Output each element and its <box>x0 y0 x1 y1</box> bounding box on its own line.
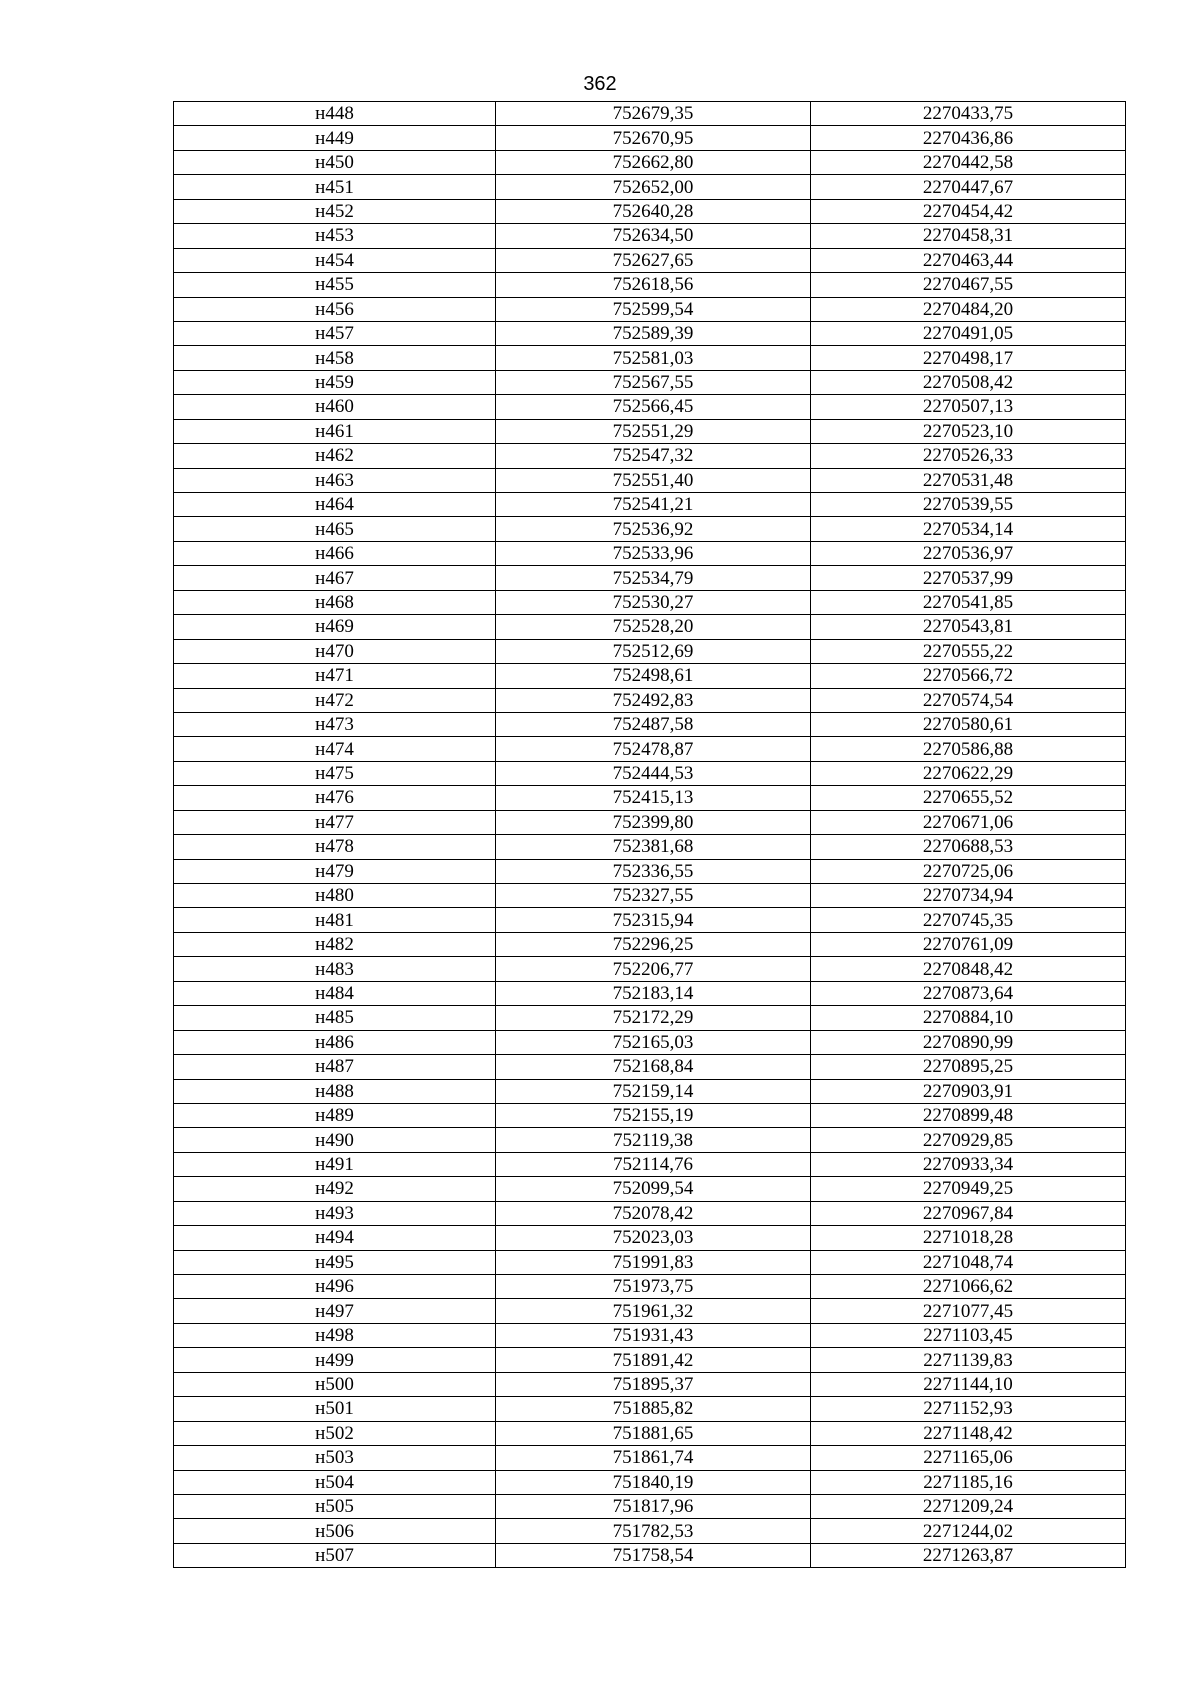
y-coordinate-cell: 2270895,25 <box>811 1055 1126 1079</box>
x-coordinate-cell: 751931,43 <box>496 1323 811 1347</box>
x-coordinate-cell: 752566,45 <box>496 395 811 419</box>
x-coordinate-cell: 752492,83 <box>496 688 811 712</box>
point-id-cell: н473 <box>174 712 496 736</box>
y-coordinate-cell: 2270929,85 <box>811 1128 1126 1152</box>
y-coordinate-cell: 2270967,84 <box>811 1201 1126 1225</box>
table-row <box>174 1103 1126 1127</box>
point-id-cell: н493 <box>174 1201 496 1225</box>
point-id-cell: н480 <box>174 884 496 908</box>
x-coordinate-cell: 752296,25 <box>496 932 811 956</box>
y-coordinate-cell: 2270745,35 <box>811 908 1126 932</box>
y-coordinate-cell: 2271165,06 <box>811 1446 1126 1470</box>
table-row <box>174 1152 1126 1176</box>
y-coordinate-cell: 2270536,97 <box>811 541 1126 565</box>
table-row <box>174 884 1126 908</box>
x-coordinate-cell: 752551,40 <box>496 468 811 492</box>
y-coordinate-cell: 2270949,25 <box>811 1177 1126 1201</box>
y-coordinate-cell: 2270555,22 <box>811 639 1126 663</box>
coordinates-table-body <box>174 102 1126 1568</box>
y-coordinate-cell: 2270463,44 <box>811 248 1126 272</box>
table-row <box>174 835 1126 859</box>
y-coordinate-cell: 2270848,42 <box>811 957 1126 981</box>
y-coordinate-cell: 2271209,24 <box>811 1494 1126 1518</box>
x-coordinate-cell: 752589,39 <box>496 321 811 345</box>
point-id-cell: н503 <box>174 1446 496 1470</box>
table-row <box>174 1470 1126 1494</box>
y-coordinate-cell: 2271018,28 <box>811 1226 1126 1250</box>
point-id-cell: н496 <box>174 1275 496 1299</box>
table-row <box>174 1446 1126 1470</box>
x-coordinate-cell: 752381,68 <box>496 835 811 859</box>
y-coordinate-cell: 2270442,58 <box>811 150 1126 174</box>
x-coordinate-cell: 751961,32 <box>496 1299 811 1323</box>
table-row <box>174 468 1126 492</box>
y-coordinate-cell: 2270498,17 <box>811 346 1126 370</box>
y-coordinate-cell: 2270507,13 <box>811 395 1126 419</box>
point-id-cell: н465 <box>174 517 496 541</box>
x-coordinate-cell: 752567,55 <box>496 370 811 394</box>
x-coordinate-cell: 752172,29 <box>496 1006 811 1030</box>
y-coordinate-cell: 2270484,20 <box>811 297 1126 321</box>
x-coordinate-cell: 752534,79 <box>496 566 811 590</box>
table-row <box>174 1299 1126 1323</box>
point-id-cell: н456 <box>174 297 496 321</box>
x-coordinate-cell: 752547,32 <box>496 444 811 468</box>
table-row <box>174 199 1126 223</box>
point-id-cell: н472 <box>174 688 496 712</box>
x-coordinate-cell: 752541,21 <box>496 493 811 517</box>
table-row <box>174 370 1126 394</box>
x-coordinate-cell: 752634,50 <box>496 224 811 248</box>
y-coordinate-cell: 2270454,42 <box>811 199 1126 223</box>
point-id-cell: н495 <box>174 1250 496 1274</box>
x-coordinate-cell: 752444,53 <box>496 761 811 785</box>
table-row <box>174 248 1126 272</box>
point-id-cell: н505 <box>174 1494 496 1518</box>
x-coordinate-cell: 752315,94 <box>496 908 811 932</box>
y-coordinate-cell: 2271152,93 <box>811 1397 1126 1421</box>
y-coordinate-cell: 2270622,29 <box>811 761 1126 785</box>
table-row <box>174 688 1126 712</box>
table-row <box>174 908 1126 932</box>
table-row <box>174 493 1126 517</box>
point-id-cell: н497 <box>174 1299 496 1323</box>
point-id-cell: н489 <box>174 1103 496 1127</box>
point-id-cell: н498 <box>174 1323 496 1347</box>
x-coordinate-cell: 752099,54 <box>496 1177 811 1201</box>
point-id-cell: н461 <box>174 419 496 443</box>
x-coordinate-cell: 751885,82 <box>496 1397 811 1421</box>
x-coordinate-cell: 752478,87 <box>496 737 811 761</box>
table-row <box>174 1128 1126 1152</box>
x-coordinate-cell: 752119,38 <box>496 1128 811 1152</box>
x-coordinate-cell: 752487,58 <box>496 712 811 736</box>
table-row <box>174 981 1126 1005</box>
point-id-cell: н484 <box>174 981 496 1005</box>
x-coordinate-cell: 752155,19 <box>496 1103 811 1127</box>
x-coordinate-cell: 751881,65 <box>496 1421 811 1445</box>
point-id-cell: н464 <box>174 493 496 517</box>
x-coordinate-cell: 752530,27 <box>496 590 811 614</box>
point-id-cell: н482 <box>174 932 496 956</box>
table-row <box>174 1519 1126 1543</box>
y-coordinate-cell: 2270433,75 <box>811 102 1126 126</box>
point-id-cell: н452 <box>174 199 496 223</box>
table-row <box>174 712 1126 736</box>
y-coordinate-cell: 2271077,45 <box>811 1299 1126 1323</box>
point-id-cell: н494 <box>174 1226 496 1250</box>
y-coordinate-cell: 2270761,09 <box>811 932 1126 956</box>
table-row <box>174 224 1126 248</box>
point-id-cell: н469 <box>174 615 496 639</box>
x-coordinate-cell: 752627,65 <box>496 248 811 272</box>
point-id-cell: н448 <box>174 102 496 126</box>
table-row <box>174 175 1126 199</box>
point-id-cell: н455 <box>174 273 496 297</box>
x-coordinate-cell: 751758,54 <box>496 1543 811 1567</box>
point-id-cell: н449 <box>174 126 496 150</box>
y-coordinate-cell: 2270526,33 <box>811 444 1126 468</box>
point-id-cell: н499 <box>174 1348 496 1372</box>
point-id-cell: н492 <box>174 1177 496 1201</box>
point-id-cell: н491 <box>174 1152 496 1176</box>
point-id-cell: н468 <box>174 590 496 614</box>
x-coordinate-cell: 752498,61 <box>496 664 811 688</box>
table-row <box>174 737 1126 761</box>
y-coordinate-cell: 2270580,61 <box>811 712 1126 736</box>
y-coordinate-cell: 2270458,31 <box>811 224 1126 248</box>
x-coordinate-cell: 752652,00 <box>496 175 811 199</box>
point-id-cell: н485 <box>174 1006 496 1030</box>
point-id-cell: н463 <box>174 468 496 492</box>
x-coordinate-cell: 752528,20 <box>496 615 811 639</box>
y-coordinate-cell: 2271263,87 <box>811 1543 1126 1567</box>
x-coordinate-cell: 752168,84 <box>496 1055 811 1079</box>
table-row <box>174 1275 1126 1299</box>
table-row <box>174 1006 1126 1030</box>
x-coordinate-cell: 752512,69 <box>496 639 811 663</box>
table-row <box>174 639 1126 663</box>
table-row <box>174 957 1126 981</box>
x-coordinate-cell: 752533,96 <box>496 541 811 565</box>
y-coordinate-cell: 2270899,48 <box>811 1103 1126 1127</box>
y-coordinate-cell: 2270933,34 <box>811 1152 1126 1176</box>
point-id-cell: н506 <box>174 1519 496 1543</box>
x-coordinate-cell: 752183,14 <box>496 981 811 1005</box>
table-row <box>174 1177 1126 1201</box>
point-id-cell: н467 <box>174 566 496 590</box>
y-coordinate-cell: 2270543,81 <box>811 615 1126 639</box>
y-coordinate-cell: 2270566,72 <box>811 664 1126 688</box>
table-row <box>174 932 1126 956</box>
point-id-cell: н454 <box>174 248 496 272</box>
y-coordinate-cell: 2270447,67 <box>811 175 1126 199</box>
table-row <box>174 1079 1126 1103</box>
table-row <box>174 566 1126 590</box>
x-coordinate-cell: 751840,19 <box>496 1470 811 1494</box>
y-coordinate-cell: 2270734,94 <box>811 884 1126 908</box>
x-coordinate-cell: 752327,55 <box>496 884 811 908</box>
table-row <box>174 1397 1126 1421</box>
table-row <box>174 273 1126 297</box>
point-id-cell: н507 <box>174 1543 496 1567</box>
point-id-cell: н458 <box>174 346 496 370</box>
x-coordinate-cell: 752415,13 <box>496 786 811 810</box>
table-row <box>174 150 1126 174</box>
x-coordinate-cell: 752618,56 <box>496 273 811 297</box>
point-id-cell: н487 <box>174 1055 496 1079</box>
x-coordinate-cell: 752399,80 <box>496 810 811 834</box>
y-coordinate-cell: 2271066,62 <box>811 1275 1126 1299</box>
y-coordinate-cell: 2270467,55 <box>811 273 1126 297</box>
y-coordinate-cell: 2270541,85 <box>811 590 1126 614</box>
table-row <box>174 1543 1126 1567</box>
table-row <box>174 1372 1126 1396</box>
table-row <box>174 126 1126 150</box>
y-coordinate-cell: 2270688,53 <box>811 835 1126 859</box>
x-coordinate-cell: 751891,42 <box>496 1348 811 1372</box>
point-id-cell: н486 <box>174 1030 496 1054</box>
table-row <box>174 1250 1126 1274</box>
table-row <box>174 1494 1126 1518</box>
point-id-cell: н466 <box>174 541 496 565</box>
x-coordinate-cell: 752640,28 <box>496 199 811 223</box>
y-coordinate-cell: 2271244,02 <box>811 1519 1126 1543</box>
point-id-cell: н462 <box>174 444 496 468</box>
y-coordinate-cell: 2270890,99 <box>811 1030 1126 1054</box>
table-row <box>174 1226 1126 1250</box>
x-coordinate-cell: 752023,03 <box>496 1226 811 1250</box>
point-id-cell: н504 <box>174 1470 496 1494</box>
y-coordinate-cell: 2270436,86 <box>811 126 1126 150</box>
coordinates-table <box>173 101 1126 1568</box>
page-number: 362 <box>583 73 617 95</box>
y-coordinate-cell: 2271139,83 <box>811 1348 1126 1372</box>
x-coordinate-cell: 752679,35 <box>496 102 811 126</box>
x-coordinate-cell: 752536,92 <box>496 517 811 541</box>
x-coordinate-cell: 752159,14 <box>496 1079 811 1103</box>
x-coordinate-cell: 752165,03 <box>496 1030 811 1054</box>
point-id-cell: н474 <box>174 737 496 761</box>
table-row <box>174 1323 1126 1347</box>
x-coordinate-cell: 751895,37 <box>496 1372 811 1396</box>
x-coordinate-cell: 752336,55 <box>496 859 811 883</box>
y-coordinate-cell: 2270531,48 <box>811 468 1126 492</box>
y-coordinate-cell: 2271144,10 <box>811 1372 1126 1396</box>
y-coordinate-cell: 2270574,54 <box>811 688 1126 712</box>
x-coordinate-cell: 752599,54 <box>496 297 811 321</box>
x-coordinate-cell: 752670,95 <box>496 126 811 150</box>
x-coordinate-cell: 752662,80 <box>496 150 811 174</box>
point-id-cell: н502 <box>174 1421 496 1445</box>
point-id-cell: н477 <box>174 810 496 834</box>
point-id-cell: н475 <box>174 761 496 785</box>
table-row <box>174 1030 1126 1054</box>
x-coordinate-cell: 751991,83 <box>496 1250 811 1274</box>
point-id-cell: н460 <box>174 395 496 419</box>
point-id-cell: н488 <box>174 1079 496 1103</box>
point-id-cell: н490 <box>174 1128 496 1152</box>
table-row <box>174 297 1126 321</box>
x-coordinate-cell: 751782,53 <box>496 1519 811 1543</box>
y-coordinate-cell: 2270508,42 <box>811 370 1126 394</box>
table-row <box>174 517 1126 541</box>
point-id-cell: н470 <box>174 639 496 663</box>
table-row <box>174 346 1126 370</box>
y-coordinate-cell: 2271103,45 <box>811 1323 1126 1347</box>
y-coordinate-cell: 2270586,88 <box>811 737 1126 761</box>
y-coordinate-cell: 2270655,52 <box>811 786 1126 810</box>
y-coordinate-cell: 2270523,10 <box>811 419 1126 443</box>
y-coordinate-cell: 2270873,64 <box>811 981 1126 1005</box>
table-row <box>174 1348 1126 1372</box>
table-row <box>174 419 1126 443</box>
table-row <box>174 1055 1126 1079</box>
table-row <box>174 615 1126 639</box>
y-coordinate-cell: 2270534,14 <box>811 517 1126 541</box>
y-coordinate-cell: 2271185,16 <box>811 1470 1126 1494</box>
y-coordinate-cell: 2270539,55 <box>811 493 1126 517</box>
table-row <box>174 395 1126 419</box>
y-coordinate-cell: 2271048,74 <box>811 1250 1126 1274</box>
table-row <box>174 444 1126 468</box>
point-id-cell: н483 <box>174 957 496 981</box>
point-id-cell: н457 <box>174 321 496 345</box>
y-coordinate-cell: 2270884,10 <box>811 1006 1126 1030</box>
point-id-cell: н451 <box>174 175 496 199</box>
point-id-cell: н481 <box>174 908 496 932</box>
table-row <box>174 664 1126 688</box>
table-row <box>174 1421 1126 1445</box>
x-coordinate-cell: 752206,77 <box>496 957 811 981</box>
point-id-cell: н478 <box>174 835 496 859</box>
x-coordinate-cell: 752078,42 <box>496 1201 811 1225</box>
y-coordinate-cell: 2270725,06 <box>811 859 1126 883</box>
point-id-cell: н479 <box>174 859 496 883</box>
point-id-cell: н453 <box>174 224 496 248</box>
table-row <box>174 541 1126 565</box>
y-coordinate-cell: 2270903,91 <box>811 1079 1126 1103</box>
point-id-cell: н501 <box>174 1397 496 1421</box>
table-row <box>174 786 1126 810</box>
point-id-cell: н471 <box>174 664 496 688</box>
point-id-cell: н500 <box>174 1372 496 1396</box>
point-id-cell: н450 <box>174 150 496 174</box>
table-row <box>174 590 1126 614</box>
table-row <box>174 810 1126 834</box>
x-coordinate-cell: 752581,03 <box>496 346 811 370</box>
x-coordinate-cell: 752551,29 <box>496 419 811 443</box>
y-coordinate-cell: 2270491,05 <box>811 321 1126 345</box>
table-row <box>174 761 1126 785</box>
point-id-cell: н476 <box>174 786 496 810</box>
table-row <box>174 1201 1126 1225</box>
x-coordinate-cell: 752114,76 <box>496 1152 811 1176</box>
x-coordinate-cell: 751817,96 <box>496 1494 811 1518</box>
x-coordinate-cell: 751861,74 <box>496 1446 811 1470</box>
table-row <box>174 859 1126 883</box>
y-coordinate-cell: 2270671,06 <box>811 810 1126 834</box>
x-coordinate-cell: 751973,75 <box>496 1275 811 1299</box>
y-coordinate-cell: 2270537,99 <box>811 566 1126 590</box>
point-id-cell: н459 <box>174 370 496 394</box>
table-row <box>174 321 1126 345</box>
table-row <box>174 102 1126 126</box>
y-coordinate-cell: 2271148,42 <box>811 1421 1126 1445</box>
